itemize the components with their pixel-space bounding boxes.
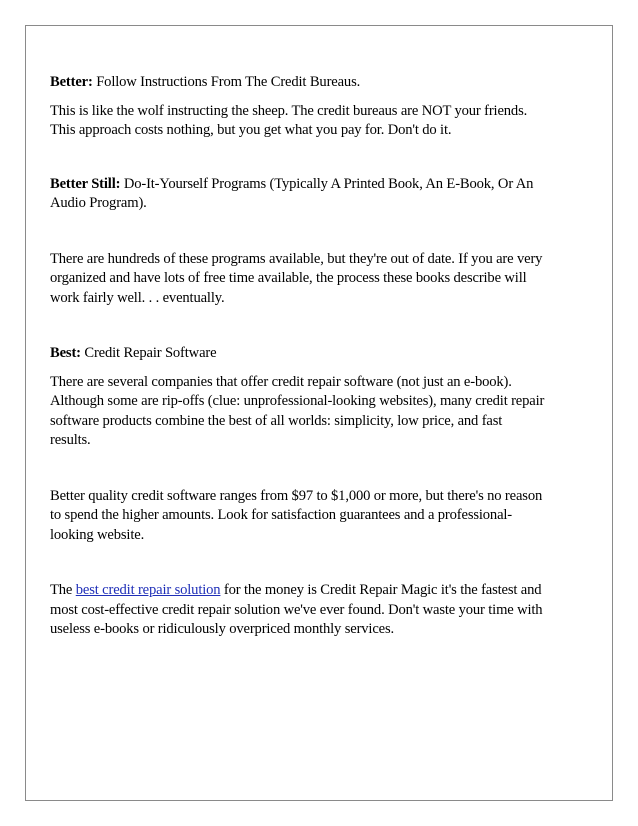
best-paragraph: There are several companies that offer credit repair software (not just an e-book). Although some are rip-offs (clue: unprofessional-looking websites), many credit repair software products combine the best of all worlds: simplicity, low price, and fast results. bbox=[50, 373, 545, 448]
better-paragraph: This is like the wolf instructing the sheep. The credit bureaus are NOT your friends. This approach costs nothing, but you get what you pay for. Don't do it. bbox=[50, 102, 528, 138]
document-body bbox=[50, 73, 545, 640]
closing-suffix: for the money is Credit Repair Magic it's the fastest and most cost-effective credit repair solution we've ever found. Don't waste your time with useless e-books or ridiculously overpriced monthly services. bbox=[50, 582, 543, 637]
better-still-title: Do-It-Yourself Programs (Typically A Printed Book, An E-Book, Or An Audio Program). bbox=[50, 175, 534, 211]
pricing-paragraph: Better quality credit software ranges from $97 to $1,000 or more, but there's no reason to spend the higher amounts. Look for satisfaction guarantees and a professional-looking website. bbox=[50, 487, 543, 543]
better-still-paragraph: There are hundreds of these programs available, but they're out of date. If you are very organized and have lots of free time available, the process these books describe will work fairly well. . . eventually. bbox=[50, 250, 543, 306]
better-title: Follow Instructions From The Credit Bureaus. bbox=[92, 74, 361, 90]
best-heading bbox=[50, 344, 545, 364]
closing-prefix: The bbox=[50, 582, 76, 598]
best-title: Credit Repair Software bbox=[80, 345, 217, 361]
closing-paragraph bbox=[50, 581, 545, 640]
best-label: Best: bbox=[50, 345, 81, 361]
better-still-label: Better Still: bbox=[50, 175, 121, 192]
better-label: Better: bbox=[50, 74, 93, 90]
better-still-heading bbox=[50, 175, 545, 214]
best-credit-repair-link[interactable]: best credit repair solution bbox=[75, 582, 221, 598]
better-heading bbox=[50, 73, 545, 93]
